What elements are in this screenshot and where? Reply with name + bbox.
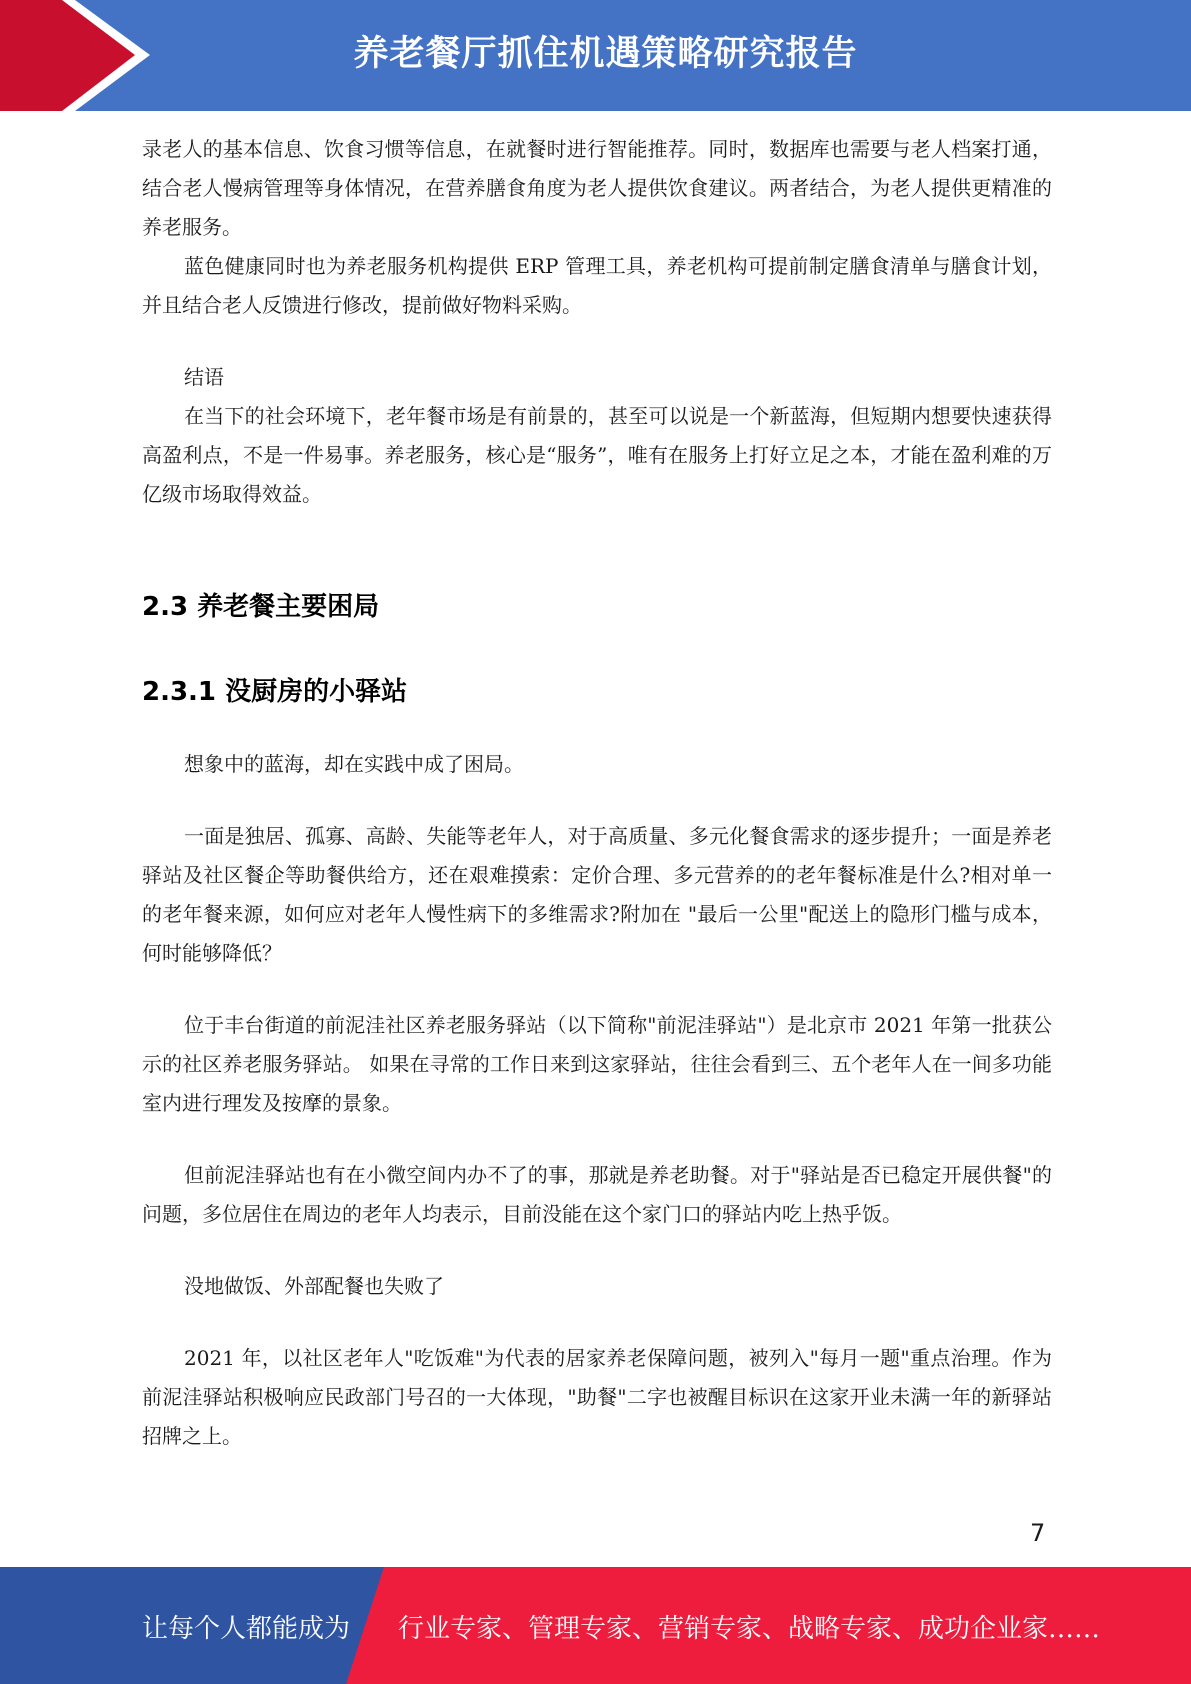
spacer (142, 1123, 1052, 1156)
conclusion-label: 结语 (184, 365, 224, 389)
spacer (142, 973, 1052, 1006)
spacer (142, 623, 1052, 671)
page-number: 7 (1030, 1519, 1046, 1547)
spacer (142, 784, 1052, 817)
spacer (142, 325, 1052, 358)
footer-slogan-left: 让每个人都能成为 (142, 1614, 351, 1644)
header-banner (0, 0, 1191, 111)
paragraph-4: 但前泥洼驿站也有在小微空间内办不了的事，那就是养老助餐。对于"驿站是否已稳定开展供餐"的问题，多位居住在周边的老年人均表示，目前没能在这个家门口的驿站内吃上热乎饭。 (142, 1163, 1052, 1226)
conclusion-paragraph: 在当下的社会环境下，老年餐市场是有前景的，甚至可以说是一个新蓝海，但短期内想要快速获得高盈利点，不是一件易事。养老服务，核心是“服务”，唯有在服务上打好立足之本，才能在盈利难的万亿级市场取得效益。 (142, 404, 1052, 506)
paragraph-2: 一面是独居、孤寡、高龄、失能等老年人，对于高质量、多元化餐食需求的逐步提升；一面是养老驿站及社区餐企等助餐供给方，还在艰难摸索：定价合理、多元营养的的老年餐标准是什么?相对单一的老年餐来源，如何应对老年人慢性病下的多维需求?附加在 "最后一公里"配送上的隐形门槛与成本，何时能够降低？ (142, 824, 1052, 965)
spacer (142, 1306, 1052, 1339)
paragraph-1: 想象中的蓝海，却在实践中成了困局。 (184, 752, 524, 776)
paragraph-6: 2021 年，以社区老年人"吃饭难"为代表的居家养老保障问题，被列入"每月一题"重点治理。作为前泥洼驿站积极响应民政部门号召的一大体现，"助餐"二字也被醒目标识在这家开业未满一年的新驿站招牌之上。 (142, 1346, 1052, 1448)
footer-banner (0, 1567, 1191, 1684)
spacer (142, 1234, 1052, 1267)
paragraph-3: 位于丰台街道的前泥洼社区养老服务驿站（以下简称"前泥洼驿站"）是北京市 2021 年第一批获公示的社区养老服务驿站。 如果在寻常的工作日来到这家驿站，往往会看到三、五个老年人在一间多功能室内进行理发及按摩的景象。 (142, 1013, 1052, 1115)
subsection-heading: 2.3.1 没厨房的小驿站 (142, 677, 408, 707)
main-content (142, 130, 1052, 1456)
footer-slogan-right: 行业专家、管理专家、营销专家、战略专家、成功企业家…… (398, 1614, 1101, 1644)
section-heading: 2.3 养老餐主要困局 (142, 592, 380, 622)
paragraph-continued: 录老人的基本信息、饮食习惯等信息，在就餐时进行智能推荐。同时，数据库也需要与老人档案打通，结合老人慢病管理等身体情况，在营养膳食角度为老人提供饮食建议。两者结合，为老人提供更精准的养老服务。 (142, 137, 1052, 239)
spacer (142, 514, 1052, 586)
spacer (142, 708, 1052, 745)
paragraph-erp: 蓝色健康同时也为养老服务机构提供 ERP 管理工具，养老机构可提前制定膳食清单与膳食计划，并且结合老人反馈进行修改，提前做好物料采购。 (142, 254, 1052, 317)
paragraph-5: 没地做饭、外部配餐也失败了 (184, 1274, 444, 1298)
report-title: 养老餐厅抓住机遇策略研究报告 (353, 34, 858, 74)
